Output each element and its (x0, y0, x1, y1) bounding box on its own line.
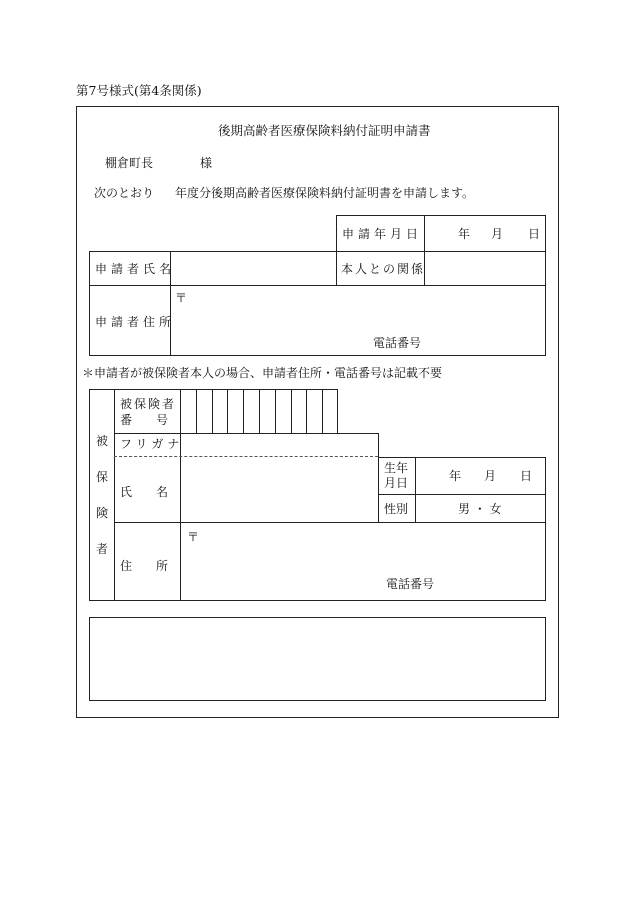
insured-name-label: 氏 名 (120, 485, 169, 499)
birth-month[interactable]: 月 (484, 469, 497, 483)
digit-divider (337, 389, 338, 433)
insured-section-char-2: 保 (96, 470, 109, 484)
rule (378, 457, 545, 458)
digit-divider (322, 389, 323, 433)
digit-divider (275, 389, 276, 433)
applicant-name-field[interactable] (172, 253, 334, 283)
rule (378, 433, 379, 457)
rule (89, 285, 545, 286)
applicant-name-label: 申請者氏名 (95, 262, 176, 276)
rule (89, 251, 545, 252)
remarks-box[interactable] (89, 617, 546, 701)
insured-number-label-2: 番 号 (120, 413, 169, 427)
relation-field[interactable] (426, 253, 543, 283)
rule (545, 215, 546, 356)
digit-divider (291, 389, 292, 433)
postal-mark-icon: 〒 (175, 291, 188, 305)
form-number: 第7号様式(第4条関係) (76, 83, 202, 98)
insured-phone-label: 電話番号 (386, 577, 435, 591)
digit-divider (306, 389, 307, 433)
rule (114, 389, 115, 601)
birth-label-2: 月日 (384, 476, 409, 490)
digit-divider (227, 389, 228, 433)
addressee-name: 棚倉町長 (105, 156, 154, 170)
rule (89, 600, 545, 601)
note-text: ＊申請者が被保険者本人の場合、申請者住所・電話番号は記載不要 (82, 366, 443, 380)
request-prefix: 次のとおり (94, 186, 155, 200)
rule (89, 251, 90, 356)
insured-name-field[interactable] (182, 459, 376, 521)
birth-label-1: 生年 (384, 461, 409, 475)
rule (89, 355, 545, 356)
insured-number-boxes[interactable] (180, 389, 338, 433)
applicant-address-label: 申請者住所 (95, 315, 176, 329)
application-date-day[interactable]: 日 (528, 227, 541, 241)
addressee-honorific: 様 (200, 156, 213, 170)
applicant-phone-label: 電話番号 (373, 336, 422, 350)
furigana-label: フリガナ (120, 437, 184, 451)
rule (415, 457, 416, 522)
rule (114, 433, 378, 434)
relation-label: 本人との関係 (341, 262, 426, 276)
rule (545, 457, 546, 601)
rule (336, 251, 337, 285)
insured-address-field[interactable] (200, 527, 540, 575)
application-date-month[interactable]: 月 (491, 227, 504, 241)
birth-year[interactable]: 年 (449, 469, 462, 483)
rule (89, 389, 90, 601)
digit-divider (259, 389, 260, 433)
rule (336, 215, 337, 251)
dashed-rule (114, 456, 378, 457)
rule (378, 457, 379, 522)
rule (114, 522, 545, 523)
digit-divider (243, 389, 244, 433)
application-date-label: 申請年月日 (342, 227, 423, 241)
insured-address-label: 住 所 (120, 559, 169, 573)
postal-mark-icon: 〒 (187, 530, 200, 544)
applicant-address-field[interactable] (190, 289, 540, 333)
form-title: 後期高齢者医療保険料納付証明申請書 (218, 123, 431, 138)
insured-section-char-1: 被 (96, 434, 109, 448)
insured-section-char-4: 者 (96, 542, 109, 556)
rule (378, 494, 545, 495)
rule (336, 215, 545, 216)
sex-label: 性別 (384, 502, 409, 516)
birth-day[interactable]: 日 (520, 469, 533, 483)
furigana-field[interactable] (182, 435, 376, 455)
digit-divider (212, 389, 213, 433)
insured-number-label-1: 被保険者 (120, 397, 177, 411)
digit-divider (196, 389, 197, 433)
application-date-year[interactable]: 年 (458, 227, 471, 241)
request-text: 年度分後期高齢者医療保険料納付証明書を申請します。 (175, 186, 475, 200)
insured-section-char-3: 険 (96, 506, 109, 520)
sex-options[interactable]: 男 ・ 女 (458, 502, 502, 516)
